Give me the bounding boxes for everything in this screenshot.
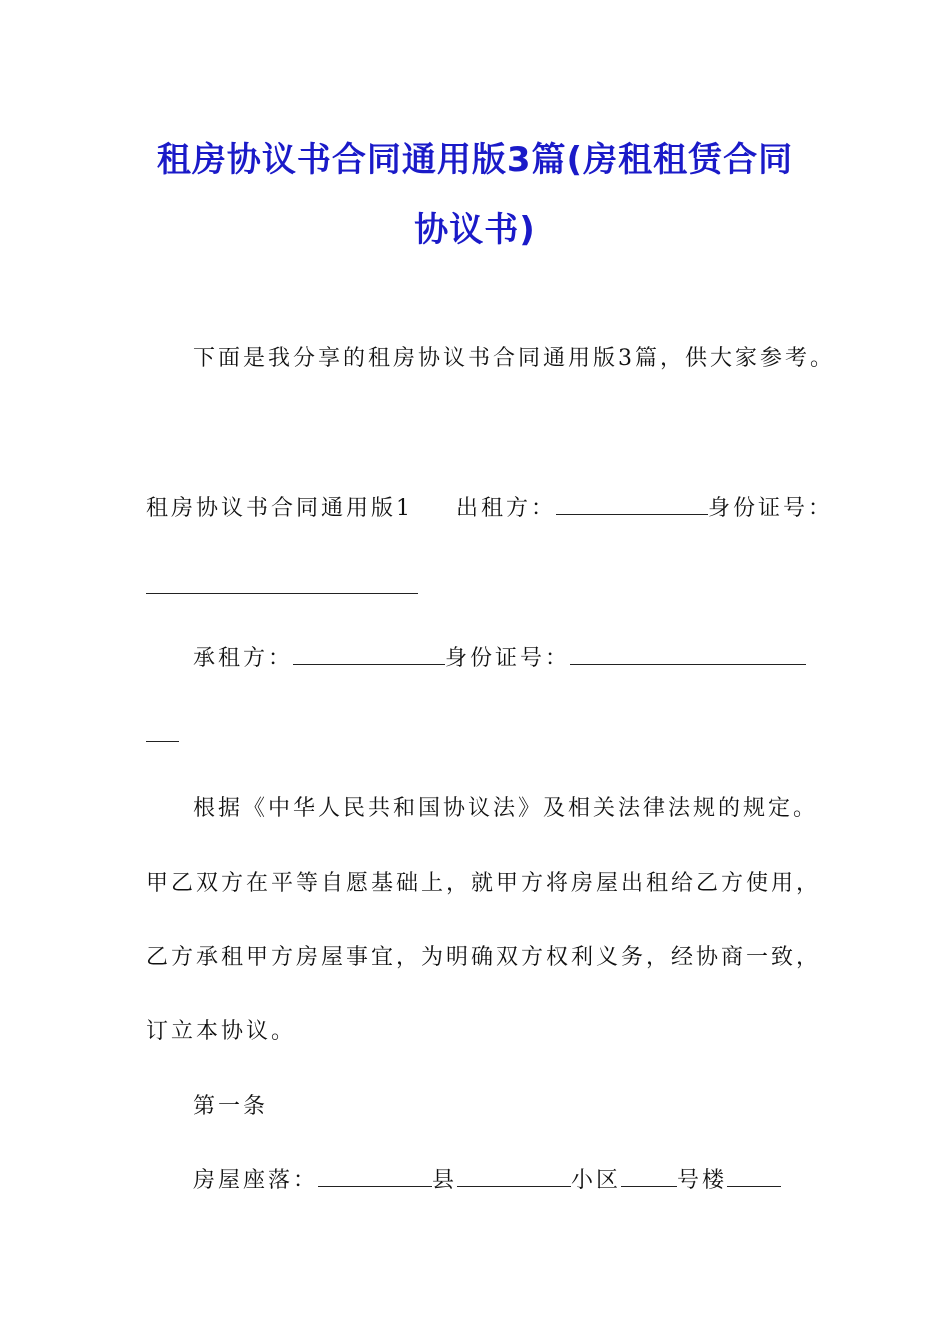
document-title-line2: 协议书) — [414, 210, 536, 250]
lessee-id-blank — [570, 644, 806, 665]
para1-line2: 甲乙双方在平等自愿基础上，就甲方将房屋出租给乙方使用， — [146, 871, 822, 896]
para1-line4: 订立本协议。 — [146, 1019, 297, 1044]
location-line — [193, 1166, 781, 1196]
location-blank-3 — [621, 1166, 677, 1187]
lessor-id-blank — [146, 593, 418, 594]
location-blank-4 — [727, 1166, 781, 1187]
lessee-label: 承租方： — [193, 646, 294, 671]
lessor-blank — [556, 494, 708, 515]
para1-line3: 乙方承租甲方房屋事宜，为明确双方权利义务，经协商一致， — [146, 945, 822, 970]
lessee-line — [193, 644, 806, 674]
county-label: 县 — [432, 1168, 458, 1193]
intro-paragraph: 下面是我分享的租房协议书合同通用版3篇，供大家参考。 — [193, 346, 835, 371]
lessor-label: 出租方： — [456, 496, 557, 521]
community-label: 小区 — [571, 1168, 622, 1193]
lessor-line — [456, 494, 833, 524]
lessor-id-label: 身份证号： — [708, 496, 834, 521]
section-heading: 租房协议书合同通用版1 — [146, 496, 413, 521]
section-heading-line — [146, 494, 413, 524]
article-1-heading: 第一条 — [193, 1094, 269, 1119]
location-label: 房屋座落： — [193, 1168, 319, 1193]
building-label: 号楼 — [677, 1168, 728, 1193]
para1-line1: 根据《中华人民共和国协议法》及相关法律法规的规定。 — [193, 796, 819, 821]
lessee-blank — [293, 644, 445, 665]
lessee-id-blank-continued — [146, 741, 179, 742]
lessee-id-label: 身份证号： — [445, 646, 571, 671]
location-blank-1 — [318, 1166, 432, 1187]
document-title-line1: 租房协议书合同通用版3篇(房租租赁合同 — [156, 140, 794, 180]
location-blank-2 — [457, 1166, 571, 1187]
